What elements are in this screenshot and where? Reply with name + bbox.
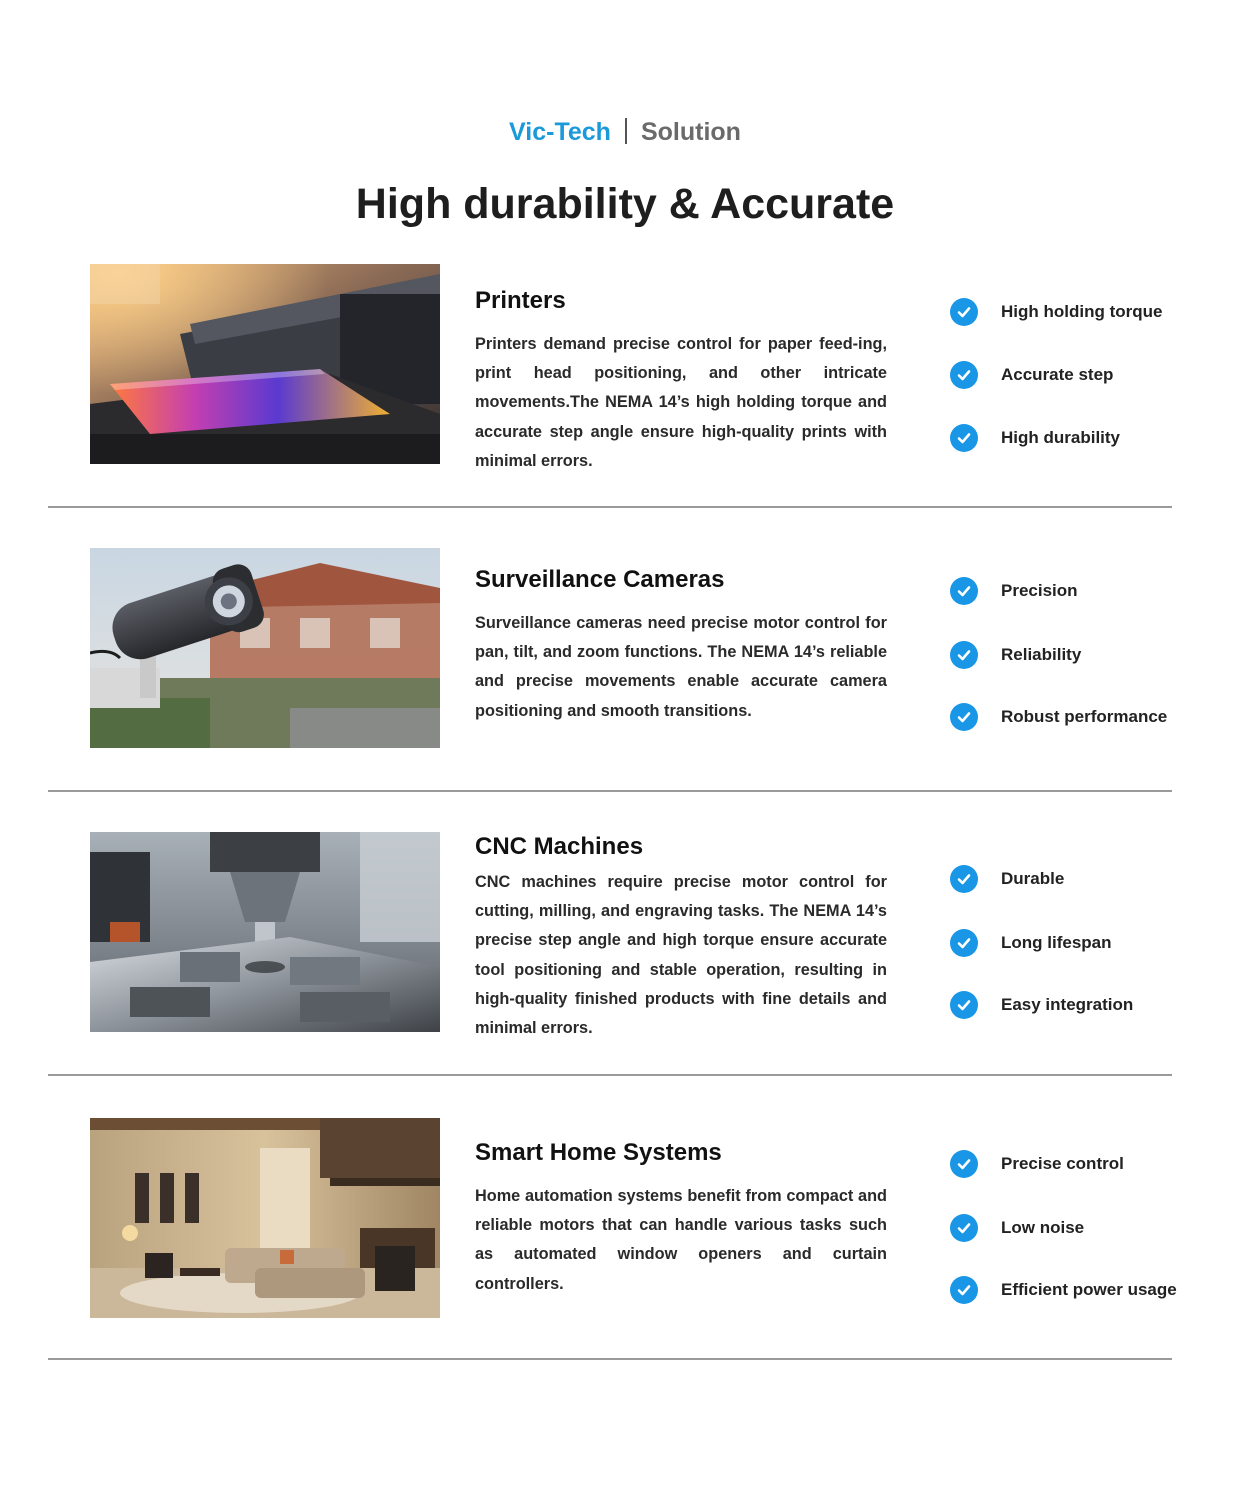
- feature-item: [950, 929, 1112, 957]
- feature-label: Accurate step: [1001, 365, 1114, 384]
- section-title: CNC Machines: [475, 833, 644, 860]
- section-description: Printers demand precise control for paper feed-ing, print head positioning, and other intricate movements.The NEMA 14’s high holding torque and accurate step angle ensure high-quality prints with minimal errors.: [475, 335, 887, 470]
- feature-item: [950, 298, 1162, 326]
- brand-separator: [625, 118, 627, 144]
- feature-item: [950, 703, 1167, 731]
- section-description: CNC machines require precise motor control for cutting, milling, and engraving tasks. The NEMA 14’s precise step angle and high torque ensure accurate tool positioning and stable operation, resulting in high-quality finished products with fine details and minimal errors.: [475, 873, 887, 1038]
- feature-label: Robust performance: [1001, 707, 1168, 726]
- feature-label: Low noise: [1001, 1218, 1085, 1237]
- check-circle-icon: [950, 929, 978, 957]
- check-circle-icon: [950, 361, 978, 389]
- brand-tagline: Solution: [640, 118, 741, 146]
- feature-label: Durable: [1001, 869, 1065, 888]
- feature-item: [950, 424, 1120, 452]
- check-circle-icon: [950, 865, 978, 893]
- section-divider: [48, 1074, 1172, 1076]
- feature-item: [950, 1150, 1124, 1178]
- check-circle-icon: [950, 991, 978, 1019]
- check-circle-icon: [950, 703, 978, 731]
- check-circle-icon: [950, 1150, 978, 1178]
- section-divider: [48, 790, 1172, 792]
- section-title: Surveillance Cameras: [475, 566, 725, 593]
- feature-label: Precise control: [1001, 1154, 1124, 1173]
- section-title: Printers: [475, 287, 566, 314]
- smart-home-image: [90, 1118, 440, 1318]
- feature-item: [950, 865, 1064, 893]
- feature-label: Efficient power usage: [1001, 1280, 1177, 1299]
- cnc-image: [90, 832, 440, 1032]
- printer-image: [90, 264, 440, 464]
- check-circle-icon: [950, 424, 978, 452]
- feature-label: High holding torque: [1001, 302, 1163, 321]
- brand-name: Vic-Tech: [509, 118, 611, 146]
- feature-item: [950, 991, 1133, 1019]
- section-divider: [48, 506, 1172, 508]
- feature-label: High durability: [1001, 428, 1120, 447]
- feature-item: [950, 361, 1113, 389]
- section-description: Home automation systems benefit from compact and reliable motors that can handle various tasks such as automated window openers and curtain controllers.: [475, 1187, 887, 1293]
- feature-label: Reliability: [1001, 645, 1082, 664]
- check-circle-icon: [950, 1276, 978, 1304]
- camera-image: [90, 548, 440, 748]
- section-title: Smart Home Systems: [475, 1139, 722, 1166]
- feature-item: [950, 641, 1081, 669]
- feature-label: Precision: [1001, 581, 1078, 600]
- section-divider: [48, 1358, 1172, 1360]
- section-description: Surveillance cameras need precise motor control for pan, tilt, and zoom functions. The NEMA 14’s reliable and precise movements enable accurate camera positioning and smooth transitions.: [475, 614, 887, 720]
- feature-label: Easy integration: [1001, 995, 1134, 1014]
- page-title: High durability & Accurate: [355, 180, 895, 228]
- feature-item: [950, 1276, 1177, 1304]
- feature-label: Long lifespan: [1001, 933, 1112, 952]
- check-circle-icon: [950, 641, 978, 669]
- check-circle-icon: [950, 298, 978, 326]
- feature-item: [950, 577, 1078, 605]
- feature-item: [950, 1214, 1084, 1242]
- check-circle-icon: [950, 1214, 978, 1242]
- check-circle-icon: [950, 577, 978, 605]
- brand-header: [0, 118, 1250, 147]
